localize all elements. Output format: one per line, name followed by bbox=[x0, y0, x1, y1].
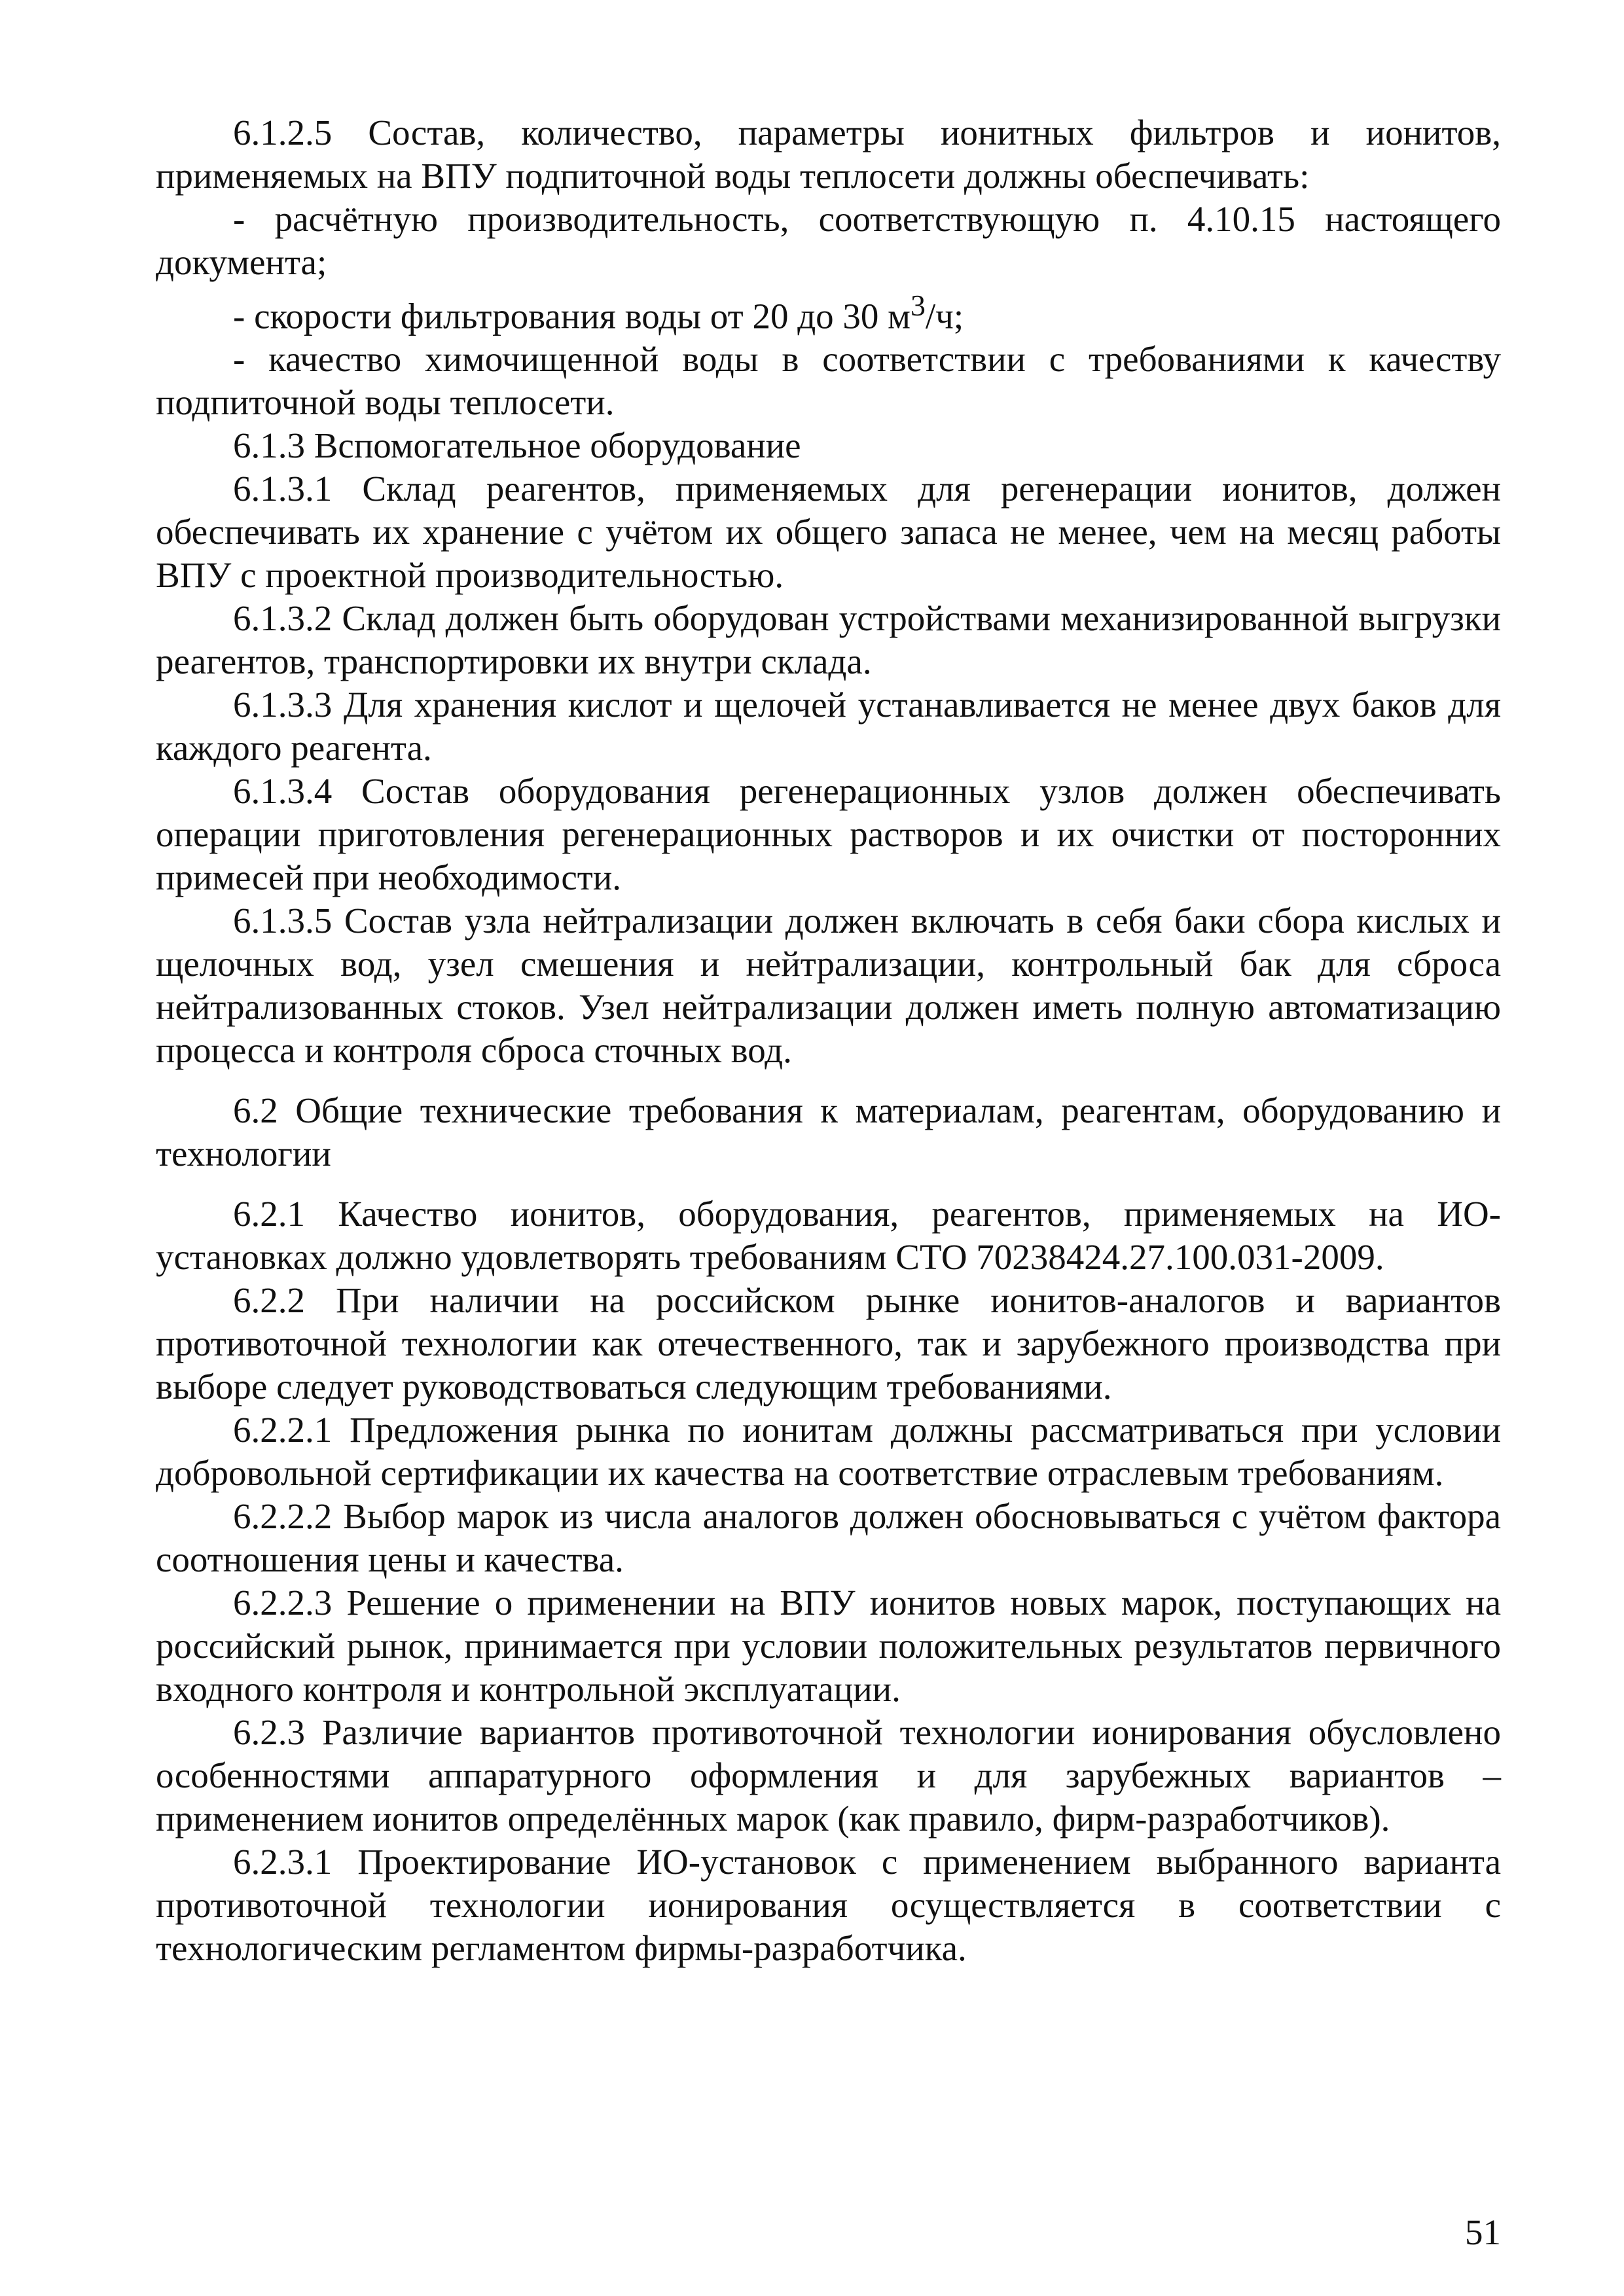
paragraph-6-2-2: 6.2.2 При наличии на российском рынке ионитов-аналогов и вариантов противоточной технологии как отечественного, так и зарубежного производства при выборе следует руководствоваться следующим требованиями. bbox=[156, 1280, 1501, 1407]
list-item-productivity: - расчётную производительность, соответствующую п. 4.10.15 настоящего документа; bbox=[156, 199, 1501, 282]
document-body bbox=[156, 111, 1501, 1970]
heading-6-1-3: 6.1.3 Вспомогательное оборудование bbox=[233, 425, 801, 466]
paragraph-6-1-3-5: 6.1.3.5 Состав узла нейтрализации должен включать в себя баки сбора кислых и щелочных вод, узел смешения и нейтрализации, контрольный бак для сброса нейтрализованных стоков. Узел нейтрализации должен иметь полную автоматизацию процесса и контроля сброса сточных вод. bbox=[156, 901, 1501, 1071]
paragraph-6-1-3-1: 6.1.3.1 Склад реагентов, применяемых для регенерации ионитов, должен обеспечивать их хранение с учётом их общего запаса не менее, чем на месяц работы ВПУ с проектной производительностью. bbox=[156, 469, 1501, 596]
paragraph-6-2-3: 6.2.3 Различие вариантов противоточной технологии ионирования обусловлено особенностями аппаратурного оформления и для зарубежных вариантов – применением ионитов определённых марок (как правило, фирм-разработчиков). bbox=[156, 1712, 1501, 1839]
filtration-speed-text: - скорости фильтрования воды от 20 до 30 м bbox=[233, 296, 911, 336]
paragraph-6-1-2-5: 6.1.2.5 Состав, количество, параметры ионитных фильтров и ионитов, применяемых на ВПУ подпиточной воды теплосети должны обеспечивать: bbox=[156, 113, 1501, 196]
paragraph-6-1-3-3: 6.1.3.3 Для хранения кислот и щелочей устанавливается не менее двух баков для каждого реагента. bbox=[156, 685, 1501, 768]
page-number: 51 bbox=[1465, 2212, 1501, 2252]
cubic-superscript: 3 bbox=[910, 289, 926, 322]
paragraph-6-2-1: 6.2.1 Качество ионитов, оборудования, реагентов, применяемых на ИО-установках должно удовлетворять требованиям СТО 70238424.27.100.031-2009. bbox=[156, 1194, 1501, 1278]
paragraph-6-2-3-1: 6.2.3.1 Проектирование ИО-установок с применением выбранного варианта противоточной технологии ионирования осуществляется в соответствии с технологическим регламентом фирмы-разработчика. bbox=[156, 1842, 1501, 1969]
paragraph-6-2-2-3: 6.2.2.3 Решение о применении на ВПУ ионитов новых марок, поступающих на российский рынок, принимается при условии положительных результатов первичного входного контроля и контрольной эксплуатации. bbox=[156, 1583, 1501, 1710]
list-item-filtration-speed bbox=[156, 284, 1501, 338]
paragraph-6-1-3-2: 6.1.3.2 Склад должен быть оборудован устройствами механизированной выгрузки реагентов, транспортировки их внутри склада. bbox=[156, 598, 1501, 682]
paragraph-6-1-3-4: 6.1.3.4 Состав оборудования регенерационных узлов должен обеспечивать операции приготовления регенерационных растворов и их очистки от посторонних примесей при необходимости. bbox=[156, 771, 1501, 898]
list-item-water-quality: - качество химочищенной воды в соответствии с требованиями к качеству подпиточной воды теплосети. bbox=[156, 339, 1501, 423]
paragraph-6-2-2-2: 6.2.2.2 Выбор марок из числа аналогов должен обосновываться с учётом фактора соотношения цены и качества. bbox=[156, 1496, 1501, 1580]
filtration-speed-unit: /ч; bbox=[925, 296, 964, 336]
heading-6-2: 6.2 Общие технические требования к материалам, реагентам, оборудованию и технологии bbox=[156, 1090, 1501, 1174]
paragraph-6-2-2-1: 6.2.2.1 Предложения рынка по ионитам должны рассматриваться при условии добровольной сертификации их качества на соответствие отраслевым требованиям. bbox=[156, 1410, 1501, 1494]
